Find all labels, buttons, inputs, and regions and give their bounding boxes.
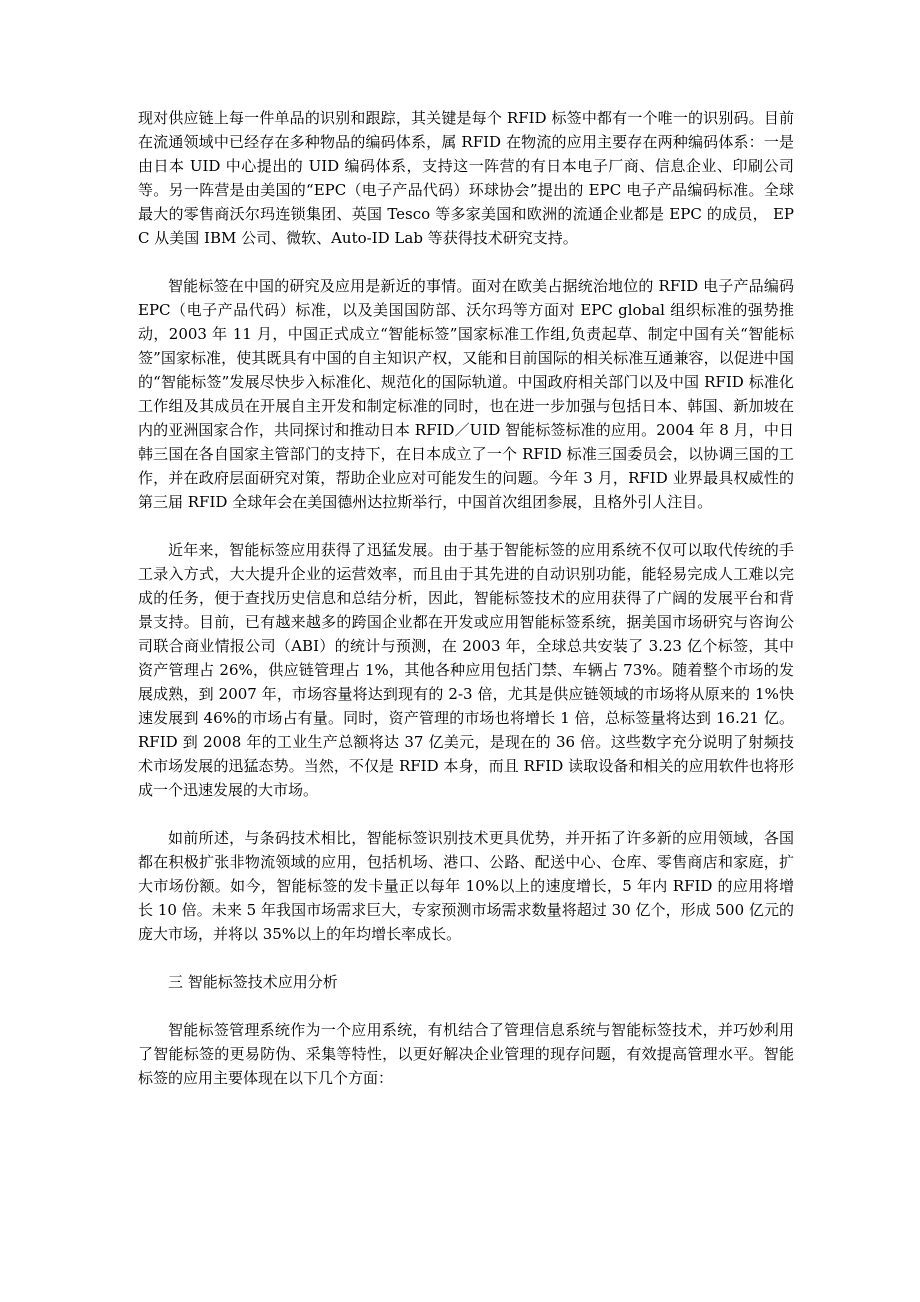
paragraph-china-standards: 智能标签在中国的研究及应用是新近的事情。面对在欧美占据统治地位的 RFID 电子产品编码 EPC（电子产品代码）标准，以及美国国防部、沃尔玛等方面对 EPC global 组织标准的强势推动，2003 年 11 月，中国正式成立“智能标签”国家标准工作组,负责起草、制定中国有关“智能标签”国家标准，使其既具有中国的自主知识产权，又能和目前国际的相关标准互通兼容，以促进中国的“智能标签”发展尽快步入标准化、规范化的国际轨道。中国政府相关部门以及中国 RFID 标准化工作组及其成员在开展自主开发和制定标准的同时，也在进一步加强与包括日本、韩国、新加坡在内的亚洲国家合作，共同探讨和推动日本 RFID／UID 智能标签标准的应用。2004 年 8 月，中日韩三国在各自国家主管部门的支持下，在日本成立了一个 RFID 标准三国委员会，以协调三国的工作，并在政府层面研究对策，帮助企业应对可能发生的问题。今年 3 月，RFID 业界最具权威性的第三届 RFID 全球年会在美国德州达拉斯举行，中国首次组团参展，且格外引人注目。 — [138, 277, 794, 511]
paragraph-application-fields: 如前所述，与条码技术相比，智能标签识别技术更具优势，并开拓了许多新的应用领域，各国都在积极扩张非物流领域的应用，包括机场、港口、公路、配送中心、仓库、零售商店和家庭，扩大市场份额。如今，智能标签的发卡量正以每年 10%以上的速度增长，5 年内 RFID 的应用将增长 10 倍。未来 5 年我国市场需求巨大，专家预测市场需求数量将超过 30 亿个，形成 500 亿元的庞大市场，并将以 35%以上的年均增长率成长。 — [138, 829, 794, 943]
document-page — [138, 106, 794, 1090]
paragraph-market-growth: 近年来，智能标签应用获得了迅猛发展。由于基于智能标签的应用系统不仅可以取代传统的手工录入方式，大大提升企业的运营效率，而且由于其先进的自动识别功能，能轻易完成人工难以完成的任务，便于查找历史信息和总结分析，因此，智能标签技术的应用获得了广阔的发展平台和背景支持。目前，已有越来越多的跨国企业都在开发或应用智能标签系统，据美国市场研究与咨询公司联合商业情报公司（ABI）的统计与预测，在 2003 年，全球总共安装了 3.23 亿个标签，其中资产管理占 26%，供应链管理占 1%，其他各种应用包括门禁、车辆占 73%。随着整个市场的发展成熟，到 2007 年，市场容量将达到现有的 2-3 倍，尤其是供应链领域的市场将从原来的 1%快速发展到 46%的市场占有量。同时，资产管理的市场也将增长 1 倍，总标签量将达到 16.21 亿。RFID 到 2008 年的工业生产总额将达 37 亿美元，是现在的 36 倍。这些数字充分说明了射频技术市场发展的迅猛态势。当然，不仅是 RFID 本身，而且 RFID 读取设备和相关的应用软件也将形成一个迅速发展的大市场。 — [138, 541, 794, 799]
paragraph-supply-chain-coding: 现对供应链上每一件单品的识别和跟踪，其关键是每个 RFID 标签中都有一个唯一的识别码。目前在流通领域中已经存在多种物品的编码体系，属 RFID 在物流的应用主要存在两种编码体系：一是由日本 UID 中心提出的 UID 编码体系，支持这一阵营的有日本电子厂商、信息企业、印刷公司等。另一阵营是由美国的“EPC（电子产品代码）环球协会”提出的 EPC 电子产品编码标准。全球最大的零售商沃尔玛连锁集团、英国 Tesco 等多家美国和欧洲的流通企业都是 EPC 的成员， EPC 从美国 IBM 公司、微软、Auto-ID Lab 等获得技术研究支持。 — [138, 109, 794, 247]
section-heading: 三 智能标签技术应用分析 — [168, 973, 338, 991]
paragraph-management-system: 智能标签管理系统作为一个应用系统，有机结合了管理信息系统与智能标签技术，并巧妙利用了智能标签的更易防伪、采集等特性，以更好解决企业管理的现存问题，有效提高管理水平。智能标签的应用主要体现在以下几个方面： — [138, 1021, 794, 1087]
